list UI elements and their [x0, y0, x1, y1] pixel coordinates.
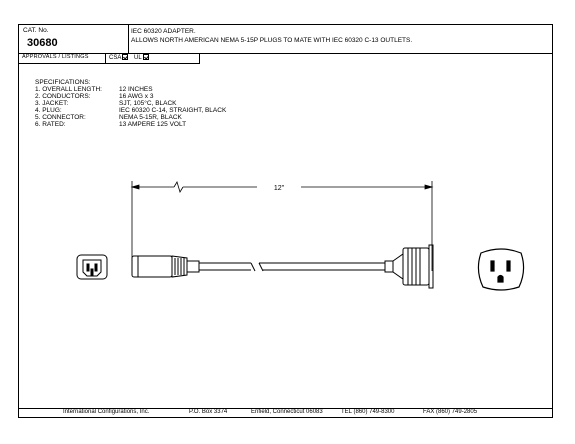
- footer-company: International Configurations, Inc.: [63, 409, 150, 415]
- iec-c14-plug-body: [132, 256, 199, 277]
- cable: [199, 263, 385, 271]
- spec-value: 13 AMPERE 125 VOLT: [119, 121, 187, 128]
- catalog-number: 30680: [27, 37, 58, 49]
- nema-connector-body: [385, 245, 433, 288]
- spec-value: IEC 60320 C-14, STRAIGHT, BLACK: [119, 107, 227, 114]
- dimension-length-label: 12": [273, 185, 285, 192]
- spec-label: 3. JACKET:: [35, 100, 69, 107]
- spec-label: 4. PLUG:: [35, 107, 62, 114]
- catalog-number-label: CAT. No.: [23, 27, 49, 34]
- spec-label: 5. CONNECTOR:: [35, 114, 86, 121]
- dimension-line: [132, 181, 432, 271]
- iec-c14-face-icon: [77, 255, 107, 279]
- spec-value: 12 INCHES: [119, 86, 153, 93]
- spec-value: 16 AWG x 3: [119, 93, 154, 100]
- approval-csa-label: CSA: [109, 55, 122, 61]
- spec-label: 1. OVERALL LENGTH:: [35, 86, 102, 93]
- spec-value: NEMA 5-15R, BLACK: [119, 114, 182, 121]
- footer-fax: FAX (860) 749-2805: [423, 409, 478, 415]
- approvals-label: APPROVALS / LISTINGS: [22, 54, 89, 60]
- footer-city: Enfield, Connecticut 06083: [251, 409, 323, 415]
- spec-label: 2. CONDUCTORS:: [35, 93, 91, 100]
- cord-drawing: [19, 25, 554, 419]
- footer-po-box: P.O. Box 3374: [189, 409, 228, 415]
- description-line-1: IEC 60320 ADAPTER.: [131, 28, 196, 35]
- drawing-sheet: [18, 24, 553, 418]
- specifications-title: SPECIFICATIONS:: [35, 79, 91, 86]
- spec-value: SJT, 105°C, BLACK: [119, 100, 177, 107]
- approval-ul-label: UL: [134, 55, 142, 61]
- nema-5-15r-face-icon: [478, 249, 523, 290]
- description-line-2: ALLOWS NORTH AMERICAN NEMA 5-15P PLUGS TO MATE WITH IEC 60320 C-13 OUTLETS.: [131, 37, 413, 44]
- spec-label: 6. RATED:: [35, 121, 66, 128]
- footer: [19, 408, 552, 417]
- footer-telephone: TEL (860) 749-8300: [341, 409, 395, 415]
